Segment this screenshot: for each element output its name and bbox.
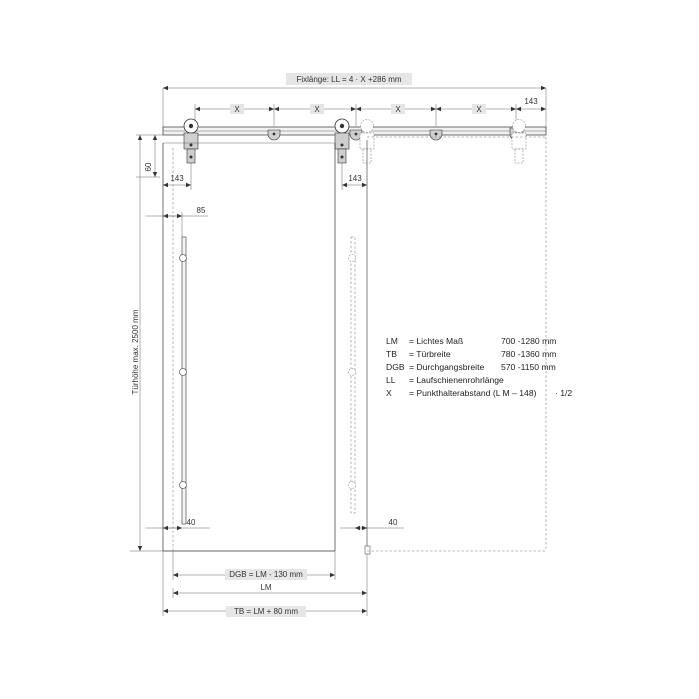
dgb-label: DGB = LM - 130 mm — [229, 570, 303, 579]
legend-range: · 1/2 — [555, 388, 573, 398]
legend-desc: = Türbreite — [409, 349, 451, 359]
door-handle-open — [349, 237, 356, 513]
dim-60-label: 60 — [144, 162, 153, 172]
legend-row-lm — [386, 336, 556, 346]
legend-range: 700 -1280 mm — [501, 336, 557, 346]
dim-143-left — [163, 163, 191, 190]
legend-abbr: DGB — [386, 362, 405, 372]
lm-label: LM — [260, 583, 272, 592]
legend-row-tb — [386, 349, 556, 359]
dim-40-right-label: 40 — [388, 518, 398, 527]
legend-row-ll — [386, 375, 504, 385]
legend-row-x — [386, 388, 572, 398]
dim-143-right-label: 143 — [348, 174, 362, 183]
dim-143-left-label: 143 — [170, 174, 184, 183]
bottom-dimensions — [163, 551, 367, 617]
dim-40-left-label: 40 — [186, 518, 196, 527]
legend-range: 570 -1150 mm — [501, 362, 556, 372]
carriage-right — [335, 119, 349, 163]
door-height-label: Türhöhe max. 2500 mm — [131, 309, 140, 395]
legend-desc: = Punkthalterabstand (L M – 148) — [409, 388, 537, 398]
door-handle-closed — [180, 237, 187, 524]
glass-door-closed — [163, 143, 335, 551]
dim-143-right — [342, 163, 367, 190]
carriage-open-position — [360, 120, 526, 164]
x-label-2: X — [314, 105, 320, 114]
dim-85-label: 85 — [196, 206, 206, 215]
legend-row-dgb — [386, 362, 556, 372]
legend-range: 780 -1360 mm — [501, 349, 557, 359]
dim-40-right — [340, 518, 404, 528]
legend-desc: = Laufschienenrohrlänge — [409, 375, 504, 385]
legend-desc: = Lichtes Maß — [409, 336, 464, 346]
dim-85 — [146, 206, 208, 237]
legend-abbr: X — [386, 388, 392, 398]
right-offset-143-label: 143 — [524, 97, 538, 106]
legend-abbr: LM — [386, 336, 398, 346]
tb-label: TB = LM + 80 mm — [233, 607, 299, 616]
x-label-4: X — [476, 105, 482, 114]
carriage-left — [184, 119, 198, 163]
legend-abbr: LL — [386, 375, 396, 385]
dim-door-height — [130, 135, 163, 551]
legend — [386, 336, 572, 398]
legend-abbr: TB — [386, 349, 397, 359]
dim-40-left — [146, 518, 210, 528]
legend-desc: = Durchgangsbreite — [409, 362, 485, 372]
wall-opening — [365, 140, 370, 554]
x-label-1: X — [234, 105, 240, 114]
fixed-length-dimension — [163, 73, 546, 130]
x-label-3: X — [395, 105, 401, 114]
fixed-length-label: Fixlänge: LL = 4 · X +286 mm — [296, 75, 402, 84]
